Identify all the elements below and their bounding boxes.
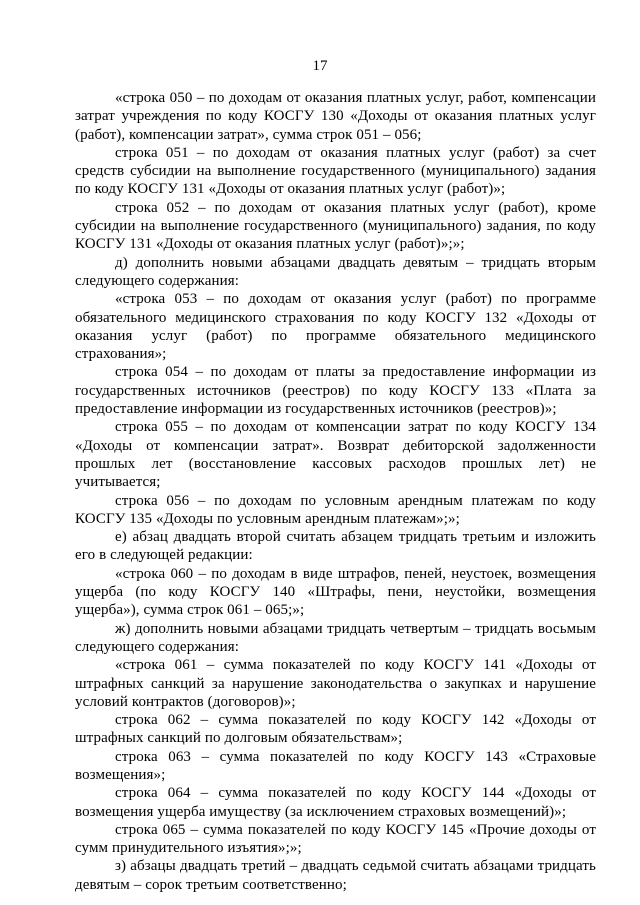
paragraph: строка 064 – сумма показателей по коду КОСГУ 144 «Доходы от возмещения ущерба имуществу (за исключением страховых возмещений)»;	[75, 785, 596, 820]
paragraph: строка 056 – по доходам по условным арендным платежам по коду КОСГУ 135 «Доходы по условным арендным платежам»;»;	[75, 492, 596, 527]
paragraph: з) абзацы двадцать третий – двадцать седьмой считать абзацами тридцать девятым – сорок третьим соответственно;	[75, 858, 596, 893]
paragraph: «строка 050 – по доходам от оказания платных услуг, работ, компенсации затрат учреждения по коду КОСГУ 130 «Доходы от оказания платных услуг (работ), компенсации затрат», сумма строк 051 – 056;	[75, 90, 596, 143]
paragraph: строка 054 – по доходам от платы за предоставление информации из государственных источников (реестров) по коду КОСГУ 133 «Плата за предоставление информации из государственных источников (реестров)»;	[75, 364, 596, 418]
page-number: 17	[312, 58, 328, 74]
paragraph: ж) дополнить новыми абзацами тридцать четвертым – тридцать восьмым следующего содержания:	[75, 620, 596, 655]
paragraph: строка 062 – сумма показателей по коду КОСГУ 142 «Доходы от штрафных санкций по долговым обязательствам»;	[75, 712, 596, 747]
paragraph: строка 052 – по доходам от оказания платных услуг (работ), кроме субсидии на выполнение государственного (муниципального) задания, по коду КОСГУ 131 «Доходы от оказания платных услуг (работ)»;»;	[75, 199, 596, 253]
paragraph: д) дополнить новыми абзацами двадцать девятым – тридцать вторым следующего содержания:	[75, 254, 596, 289]
paragraph: «строка 061 – сумма показателей по коду КОСГУ 141 «Доходы от штрафных санкций за нарушение законодательства о закупках и нарушение условий контрактов (договоров)»;	[75, 657, 596, 710]
paragraph: «строка 060 – по доходам в виде штрафов, пеней, неустоек, возмещения ущерба (по коду КОСГУ 140 «Штрафы, пени, неустойки, возмещения ущерба»), сумма строк 061 – 065;»;	[75, 565, 596, 619]
paragraph: строка 063 – сумма показателей по коду КОСГУ 143 «Страховые возмещения»;	[75, 748, 596, 783]
document-body	[75, 89, 596, 894]
paragraph: «строка 053 – по доходам от оказания услуг (работ) по программе обязательного медицинского страхования по коду КОСГУ 132 «Доходы от оказания услуг (работ) по программе обязательного медицинского страхования»;	[75, 291, 596, 363]
paragraph: строка 065 – сумма показателей по коду КОСГУ 145 «Прочие доходы от сумм принудительного изъятия»;»;	[75, 821, 596, 857]
paragraph: е) абзац двадцать второй считать абзацем тридцать третьим и изложить его в следующей редакции:	[75, 529, 596, 564]
paragraph: строка 051 – по доходам от оказания платных услуг (работ) за счет средств субсидии на выполнение государственного (муниципального) задания по коду КОСГУ 131 «Доходы от оказания платных услуг (работ)»;	[75, 144, 596, 198]
paragraph: строка 055 – по доходам от компенсации затрат по коду КОСГУ 134 «Доходы от компенсации затрат». Возврат дебиторской задолженности прошлых лет (восстановление кассовых расходов прошлых лет) не учитывается;	[75, 419, 596, 491]
